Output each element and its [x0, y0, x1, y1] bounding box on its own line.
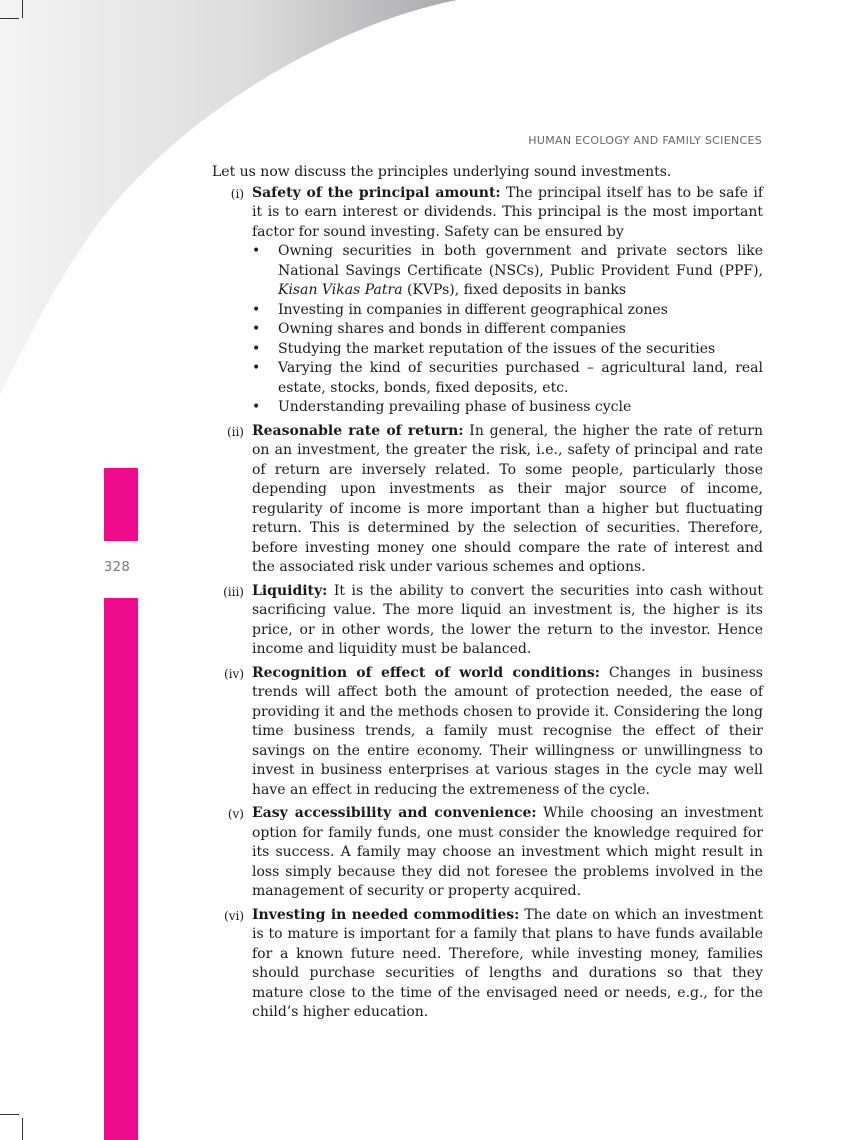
bullet-list — [252, 242, 763, 418]
item-body — [252, 582, 763, 660]
item-body — [252, 184, 763, 418]
crop-mark — [0, 18, 19, 19]
list-item — [212, 906, 763, 1023]
bullet-text: Understanding prevailing phase of business cycle — [278, 399, 632, 415]
item-body — [252, 664, 763, 801]
bullet-item — [252, 359, 763, 398]
intro-paragraph: Let us now discuss the principles underlying sound investments. — [212, 164, 672, 180]
item-body — [252, 906, 763, 1023]
item-text: While choosing an investment option for family funds, one must consider the knowledge required for its success. A family may choose an investment which might result in loss simply because they did not foresee the problems involved in the management of security or property acquired. — [252, 805, 763, 899]
item-body — [252, 422, 763, 578]
item-number: (v) — [227, 807, 244, 821]
running-head: HUMAN ECOLOGY AND FAMILY SCIENCES — [528, 134, 762, 147]
bullet-text-main: Owning securities in both government and private sectors like National Savings Certificate (NSCs), Public Provident Fund (PPF), — [278, 243, 763, 279]
bullet-icon: • — [252, 399, 261, 415]
item-number: (iv) — [224, 666, 244, 681]
list-item — [212, 422, 763, 578]
bullet-text: Studying the market reputation of the issues of the securities — [278, 340, 716, 357]
item-title: Liquidity: — [252, 582, 328, 599]
item-number: (vi) — [224, 908, 244, 923]
crop-mark — [22, 1118, 23, 1140]
list-item — [212, 664, 763, 801]
list-item — [212, 582, 763, 660]
item-number: (iii) — [223, 584, 244, 599]
item-text: The principal itself has to be safe if it is to earn interest or dividends. This principal is the most important factor for sound investing. Safety can be ensured by — [252, 184, 763, 240]
bullet-icon: • — [252, 321, 261, 337]
item-text: Changes in business trends will affect both the amount of protection needed, the ease of providing it and the methods chosen to provide it. Considering the long time business trends, a family must recognise the effect of their savings on the entire economy. Their willingness or unwillingness to invest in business enterprises at various stages in the cycle may well have an effect in reducing the extremeness of the cycle. — [252, 664, 763, 798]
crop-mark — [22, 0, 23, 18]
item-text: The date on which an investment is to mature is important for a family that plans to have funds available for a known future need. Therefore, while investing money, families should purchase securities of lengths and durations so that they mature close to the time of the envisaged need or needs, e.g., for the child’s higher education. — [252, 906, 764, 1020]
bullet-text-tail: (KVPs), fixed deposits in banks — [402, 282, 627, 298]
bullet-item — [252, 398, 763, 418]
bullet-icon: • — [252, 243, 261, 259]
item-number: (i) — [230, 186, 244, 201]
item-title: Safety of the principal amount: — [252, 184, 501, 201]
bullet-item — [252, 340, 763, 360]
sidebar-accent-bar-top — [104, 468, 138, 541]
bullet-icon: • — [252, 340, 261, 357]
list-item — [212, 804, 763, 902]
bullet-item — [252, 242, 763, 301]
bullet-item — [252, 320, 763, 340]
list-item — [212, 184, 763, 418]
bullet-text-italic: Kisan Vikas Patra — [278, 282, 403, 298]
crop-mark — [0, 1114, 19, 1115]
item-body — [252, 804, 763, 902]
bullet-text — [278, 242, 763, 301]
item-title: Easy accessibility and convenience: — [252, 805, 537, 821]
page-number: 328 — [104, 560, 131, 575]
item-text: In general, the higher the rate of return on an investment, the greater the risk, i.e., safety of principal and rate of return are inversely related. To some people, particularly those depending upon investments as their major source of income, regularity of income is more important than a higher but fluctuating return. This is determined by the selection of securities. Therefore, before investing money one should compare the rate of interest and the associated risk under various schemes and options. — [252, 422, 763, 575]
item-title: Investing in needed commodities: — [252, 906, 520, 923]
bullet-item — [252, 301, 763, 321]
bullet-icon: • — [252, 360, 261, 376]
item-number: (ii) — [226, 424, 244, 439]
sidebar-accent-bar-bottom — [104, 598, 138, 1140]
item-text: It is the ability to convert the securities into cash without sacrificing value. The more liquid an investment is, the higher is its price, or in other words, the lower the return to the investor. Hence income and liquidity must be balanced. — [252, 582, 763, 657]
main-content — [212, 163, 763, 1027]
bullet-text: Varying the kind of securities purchased – agricultural land, real estate, stocks, bonds, fixed deposits, etc. — [278, 360, 763, 396]
item-title: Recognition of effect of world conditions: — [252, 664, 600, 681]
bullet-icon: • — [252, 301, 261, 318]
bullet-text: Owning shares and bonds in different companies — [278, 321, 626, 337]
item-title: Reasonable rate of return: — [252, 422, 464, 439]
bullet-text: Investing in companies in different geographical zones — [278, 301, 668, 318]
